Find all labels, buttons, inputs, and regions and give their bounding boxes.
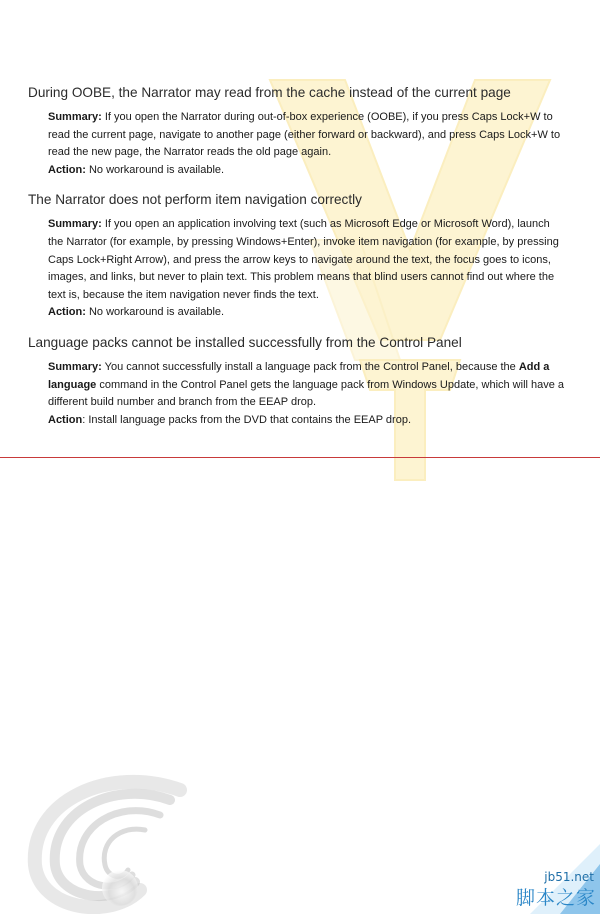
- action-text: No workaround is available.: [85, 306, 225, 319]
- issue-oobe-narrator-cache: [28, 84, 568, 179]
- action-text: No workaround is available.: [85, 163, 225, 176]
- issue-narrator-item-navigation: [28, 191, 568, 322]
- summary-paragraph: [48, 216, 568, 304]
- summary-text: If you open the Narrator during out-of-box experience (OOBE), if you press Caps Lock+W to read the current page, navigate to another page (either forward or backward), and press Caps Lock+W to read the new page, the Narrator reads the old page again.: [48, 111, 561, 159]
- issue-heading: Language packs cannot be installed successfully from the Control Panel: [28, 334, 462, 350]
- summary-command-name: Add a language: [48, 360, 550, 391]
- issue-heading: During OOBE, the Narrator may read from the cache instead of the current page: [28, 85, 511, 100]
- summary-text-before: You cannot successfully install a language pack from the Control Panel, because the: [101, 360, 519, 373]
- section-divider-rule: [0, 457, 600, 458]
- issue-body: [28, 359, 568, 429]
- site-badge: [490, 844, 600, 914]
- swirl-decoration-icon: [20, 770, 195, 914]
- action-text: : Install language packs from the DVD that contains the EEAP drop.: [82, 413, 411, 426]
- summary-text-after: command in the Control Panel gets the language pack from Windows Update, which will have a different build number and branch from the EEAP drop.: [48, 378, 565, 409]
- action-paragraph: [48, 304, 568, 322]
- summary-paragraph: [48, 359, 568, 412]
- issue-body: [28, 216, 568, 322]
- summary-label: Summary:: [48, 111, 102, 123]
- badge-site-name: 脚本之家: [515, 887, 596, 909]
- summary-paragraph: [48, 109, 568, 162]
- issue-language-packs-control-panel: [28, 334, 568, 429]
- action-label: Action:: [48, 306, 86, 319]
- action-label: Action:: [48, 163, 86, 176]
- action-label: Action: [48, 413, 83, 426]
- summary-label: Summary:: [48, 360, 102, 373]
- summary-label: Summary:: [48, 218, 102, 231]
- action-paragraph: [48, 412, 568, 430]
- issue-heading: The Narrator does not perform item navigation correctly: [28, 192, 362, 208]
- issue-body: [28, 109, 568, 179]
- badge-domain-text: jb51.net: [544, 870, 594, 884]
- release-notes-content: [28, 84, 568, 441]
- action-paragraph: [48, 162, 568, 180]
- summary-text: If you open an application involving text (such as Microsoft Edge or Microsoft Word), launch the Narrator (for example, by pressing Windows+Enter), invoke item navigation (for example, by pressing Caps Lock+Right Arrow), and press the arrow keys to navigate around the text, the focus goes to icons, images, and links, but never to plain text. This problem means that blind users cannot find out where the text is, because the item navigation never finds the text.: [48, 218, 559, 301]
